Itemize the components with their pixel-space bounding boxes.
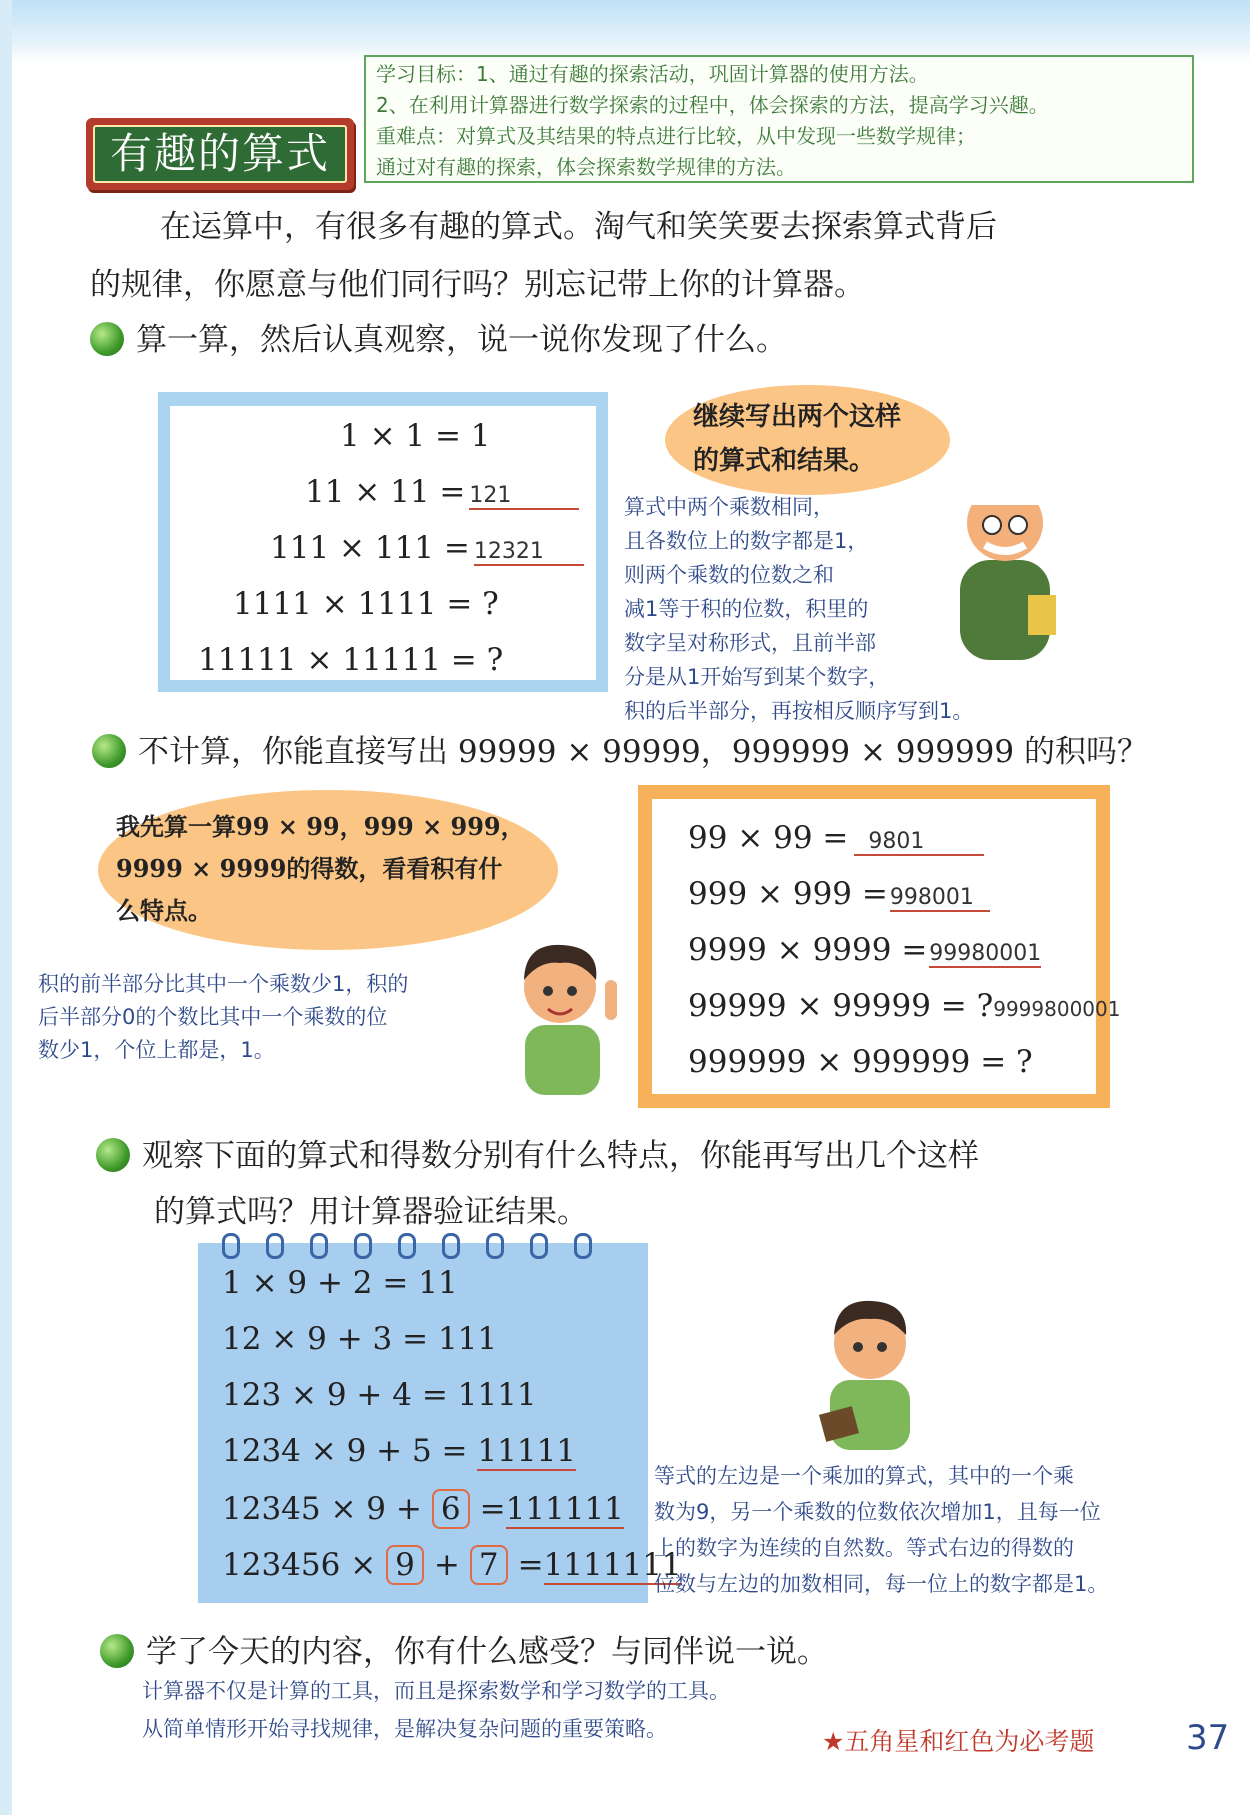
ring-icon — [486, 1233, 504, 1259]
box3-answer-6: 1111111 — [543, 1547, 682, 1583]
speech-bubble-1 — [665, 385, 950, 495]
box2-expr-5: 999999 × 999999 = ? — [688, 1044, 1033, 1080]
bubble2-line-2: 9999 × 9999的得数，看看积有什 — [116, 854, 503, 883]
box3-answer-5: 111111 — [505, 1491, 624, 1527]
note3-line-2: 数为9，另一个乘数的位数依次增加1，且每一位 — [654, 1500, 1101, 1524]
answer-note-1 — [624, 490, 973, 728]
box2-expr-1: 99 × 99 = — [688, 820, 849, 856]
notebook-rings — [218, 1233, 618, 1257]
box3-row-5 — [222, 1489, 624, 1529]
note1-line-2: 且各数位上的数字都是1， — [624, 529, 869, 553]
question-3 — [96, 1128, 979, 1240]
bubble2-line-1: 我先算一算99 × 99，999 × 999， — [116, 812, 525, 841]
question-2 — [92, 730, 1148, 774]
page-title: 有趣的算式 — [93, 125, 347, 183]
learning-goals-box — [364, 55, 1194, 183]
box1-expr-5: 11111 × 11111 = ? — [198, 642, 504, 678]
box3-row-3: 123 × 9 + 4 = 1111 — [222, 1377, 537, 1413]
ring-icon — [222, 1233, 240, 1259]
box2-answer-1: 9801 — [854, 829, 984, 856]
note4-line-2: 从简单情形开始寻找规律，是解决复杂问题的重要策略。 — [142, 1717, 667, 1741]
note1-line-3: 则两个乘数的位数之和 — [624, 563, 834, 587]
bubble1-line-1: 继续写出两个这样 — [693, 402, 902, 432]
box3-equals-6: = — [517, 1547, 544, 1583]
question-3-line-1: 观察下面的算式和得数分别有什么特点，你能再写出几个这样 — [142, 1138, 979, 1174]
note4-line-1: 计算器不仅是计算的工具，而且是探索数学和学习数学的工具。 — [142, 1679, 730, 1703]
answer-note-2 — [38, 968, 408, 1067]
footer-note — [822, 1722, 1094, 1758]
box1-row-2 — [305, 474, 579, 510]
box3-expr-5: 12345 × 9 + — [222, 1491, 422, 1527]
note2-line-1: 积的前半部分比其中一个乘数少1，积的 — [38, 972, 409, 996]
answer-note-3 — [654, 1458, 1108, 1602]
ring-icon — [354, 1233, 372, 1259]
question-1-text: 算一算，然后认真观察，说一说你发现了什么。 — [136, 322, 787, 358]
ring-icon — [266, 1233, 284, 1259]
box2-row-1 — [688, 820, 984, 856]
boy-illustration-1 — [500, 925, 630, 1115]
box3-row-2: 12 × 9 + 3 = 111 — [222, 1321, 498, 1357]
green-bullet-icon — [90, 322, 124, 356]
ring-icon — [398, 1233, 416, 1259]
box2-answer-3: 99980001 — [929, 941, 1042, 966]
ring-icon — [574, 1233, 592, 1259]
ring-icon — [310, 1233, 328, 1259]
boy-with-calculator-illustration — [800, 1285, 940, 1455]
box3-circled-6: 6 — [432, 1489, 470, 1529]
green-bullet-icon — [96, 1138, 130, 1172]
goal-line-4: 通过对有趣的探索，体会探索数学规律的方法。 — [376, 155, 796, 179]
box3-row-6 — [222, 1545, 682, 1585]
goal-line-2: 2、在利用计算器进行数学探索的过程中，体会探索的方法，提高学习兴趣。 — [376, 93, 1049, 117]
box1-expr-4: 1111 × 1111 = ? — [233, 586, 499, 622]
box1-expr-1: 1 × 1 = 1 — [340, 418, 491, 454]
intro-line-1: 在运算中，有很多有趣的算式。淘气和笑笑要去探索算式背后 — [160, 209, 997, 245]
note3-line-1: 等式的左边是一个乘加的算式，其中的一个乘 — [654, 1464, 1074, 1488]
answer-note-4 — [142, 1672, 730, 1748]
question-2-text: 不计算，你能直接写出 99999 × 99999，999999 × 999999 的积吗？ — [138, 734, 1148, 770]
question-1 — [90, 318, 787, 362]
ring-icon — [530, 1233, 548, 1259]
box3-answer-4: 11111 — [477, 1433, 577, 1469]
footer-label: 五角星和红色为必考题 — [844, 1727, 1095, 1756]
note1-line-1: 算式中两个乘数相同， — [624, 495, 834, 519]
box2-row-3 — [688, 932, 1041, 968]
box3-circled-9: 9 — [386, 1545, 424, 1585]
note1-line-4: 减1等于积的位数，积里的 — [624, 597, 869, 621]
box1-row-4 — [233, 586, 499, 622]
star-icon: ★ — [822, 1727, 845, 1756]
goal-line-3: 重难点：对算式及其结果的特点进行比较，从中发现一些数学规律； — [376, 124, 976, 148]
box2-expr-2: 999 × 999 = — [688, 876, 888, 912]
question-3-line-2: 的算式吗？用计算器验证结果。 — [154, 1194, 588, 1230]
note1-line-6: 分是从1开始写到某个数字， — [624, 665, 890, 689]
green-bullet-icon — [100, 1634, 134, 1668]
title-plate — [86, 118, 354, 190]
note3-line-4: 位数与左边的加数相同，每一位上的数字都是1。 — [654, 1572, 1109, 1596]
box3-expr-4: 1234 × 9 + 5 = — [222, 1433, 468, 1469]
box1-row-1 — [340, 418, 491, 454]
bubble2-line-3: 么特点。 — [116, 896, 212, 925]
box1-row-3 — [270, 530, 584, 566]
green-bullet-icon — [92, 734, 126, 768]
note3-line-3: 上的数字为连续的自然数。等式右边的得数的 — [654, 1536, 1074, 1560]
grandpa-illustration — [940, 465, 1070, 665]
question-4-text: 学了今天的内容，你有什么感受？与同伴说一说。 — [146, 1634, 828, 1670]
box2-expr-3: 9999 × 9999 = — [688, 932, 928, 968]
box1-answer-2: 121 — [469, 483, 579, 510]
box3-row-1: 1 × 9 + 2 = 11 — [222, 1265, 458, 1301]
page-number: 37 — [1186, 1718, 1230, 1758]
goal-line-1: 学习目标：1、通过有趣的探索活动，巩固计算器的使用方法。 — [376, 62, 929, 86]
note2-line-3: 数少1，个位上都是，1。 — [38, 1038, 275, 1062]
intro-line-2: 的规律，你愿意与他们同行吗？别忘记带上你的计算器。 — [90, 267, 865, 303]
box1-expr-3: 111 × 111 = — [270, 530, 470, 566]
box3-plus-6: + — [433, 1547, 460, 1583]
box1-row-5 — [198, 642, 503, 678]
box1-expr-2: 11 × 11 = — [305, 474, 466, 510]
box2-answer-2: 998001 — [890, 885, 990, 912]
note1-line-7: 积的后半部分，再按相反顺序写到1。 — [624, 699, 974, 723]
speech-bubble-2 — [98, 790, 558, 950]
box1-answer-3: 12321 — [474, 539, 584, 566]
box3-row-4 — [222, 1433, 576, 1469]
box2-expr-4: 99999 × 99999 = ? — [688, 988, 994, 1024]
left-edge — [0, 0, 12, 1815]
box3-expr-6: 123456 × — [222, 1547, 377, 1583]
box3-equals-5: = — [479, 1491, 506, 1527]
ring-icon — [442, 1233, 460, 1259]
box2-answer-4: 9999800001 — [993, 997, 1121, 1021]
note1-line-5: 数字呈对称形式，且前半部 — [624, 631, 876, 655]
box3-circled-7: 7 — [470, 1545, 508, 1585]
bubble1-line-2: 的算式和结果。 — [693, 446, 876, 476]
box2-row-4 — [688, 988, 1120, 1024]
question-4 — [100, 1630, 828, 1674]
top-band — [0, 0, 1250, 62]
intro-paragraph — [90, 198, 1170, 314]
box2-row-2 — [688, 876, 990, 912]
note2-line-2: 后半部分0的个数比其中一个乘数的位 — [38, 1005, 388, 1029]
box2-row-5 — [688, 1044, 1033, 1080]
